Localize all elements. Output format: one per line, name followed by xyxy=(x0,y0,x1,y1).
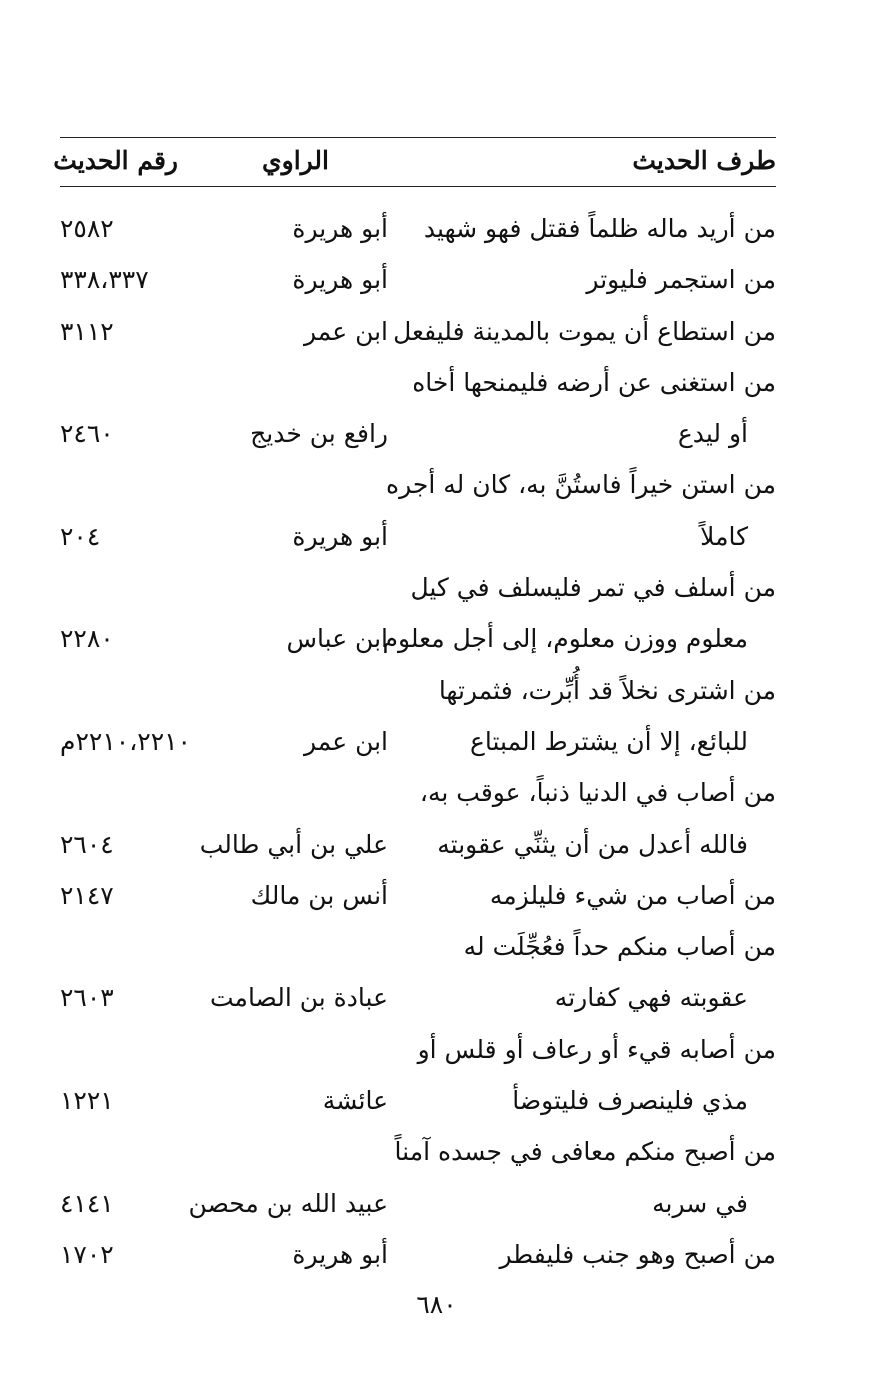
table-row xyxy=(60,665,776,716)
header-top-rule xyxy=(60,137,776,138)
hadith-text: من اشترى نخلاً قد أُبِّرت، فثمرتها xyxy=(438,675,776,705)
hadith-number: ٣٣٨،٣٣٧ xyxy=(60,265,149,295)
table-row xyxy=(60,819,776,870)
table-row xyxy=(60,203,776,254)
hadith-number: ١٧٠٢ xyxy=(60,1239,114,1269)
hadith-number: ٣١١٢ xyxy=(60,316,114,346)
hadith-number: ٢١٤٧ xyxy=(60,880,114,910)
table-row xyxy=(60,459,776,510)
hadith-text: من استن خيراً فاستُنَّ به، كان له أجره xyxy=(386,470,776,500)
hadith-number: ٢٦٠٤ xyxy=(60,829,114,859)
hadith-text: من استغنى عن أرضه فليمنحها أخاه xyxy=(412,367,776,397)
hadith-text: من أريد ماله ظلماً فقتل فهو شهيد xyxy=(423,214,776,243)
narrator: ابن عباس xyxy=(286,624,388,654)
hadith-text: مذي فلينصرف فليتوضأ xyxy=(512,1086,748,1116)
table-row xyxy=(60,357,776,408)
hadith-text: من أصاب من شيء فليلزمه xyxy=(489,880,776,910)
hadith-text: من استطاع أن يموت بالمدينة فليفعل xyxy=(393,316,776,346)
header-hadith-number: رقم الحديث xyxy=(53,146,178,175)
narrator: أبو هريرة xyxy=(292,1239,388,1269)
hadith-number: ٢٥٨٢ xyxy=(60,214,114,243)
hadith-text: من أصاب منكم حداً فعُجِّلَت له xyxy=(463,932,776,962)
narrator: أبو هريرة xyxy=(292,265,388,295)
hadith-number: ٢٠٤ xyxy=(60,521,101,551)
narrator: علي بن أبي طالب xyxy=(199,829,388,859)
page-number: ٦٨٠ xyxy=(416,1290,457,1319)
narrator: أبو هريرة xyxy=(292,214,388,243)
hadith-text: فالله أعدل من أن يثنِّي عقوبته xyxy=(437,829,748,859)
hadith-number: ٢٤٦٠ xyxy=(60,419,114,449)
hadith-text: من أسلف في تمر فليسلف في كيل xyxy=(410,573,776,603)
header-bottom-rule xyxy=(60,186,776,187)
hadith-text: معلوم ووزن معلوم، إلى أجل معلوم xyxy=(382,624,748,654)
hadith-text: في سربه xyxy=(652,1188,748,1218)
hadith-number: ٢٢٨٠ xyxy=(60,624,114,654)
narrator: عبادة بن الصامت xyxy=(210,983,388,1013)
header-hadith-text: طرف الحديث xyxy=(632,146,776,175)
hadith-text: من استجمر فليوتر xyxy=(586,265,776,295)
table-row xyxy=(60,716,776,767)
table-row xyxy=(60,306,776,357)
hadith-text: كاملاً xyxy=(700,521,748,551)
narrator: ابن عمر xyxy=(303,726,388,756)
narrator: عبيد الله بن محصن xyxy=(188,1188,388,1218)
hadith-text: من أصابه قيء أو رعاف أو قلس أو xyxy=(417,1034,776,1064)
table-row xyxy=(60,1178,776,1229)
table-header xyxy=(53,140,776,184)
table-row xyxy=(60,870,776,921)
table-row xyxy=(60,1024,776,1075)
hadith-number: ٢٦٠٣ xyxy=(60,983,114,1013)
narrator: أبو هريرة xyxy=(292,521,388,551)
table-row xyxy=(60,254,776,305)
hadith-text: من أصبح وهو جنب فليفطر xyxy=(499,1239,776,1269)
hadith-text: للبائع، إلا أن يشترط المبتاع xyxy=(469,726,748,756)
hadith-number: ٢٢١٠،٢٢١٠م xyxy=(60,726,191,756)
table-row xyxy=(60,511,776,562)
hadith-number: ١٢٢١ xyxy=(60,1086,114,1116)
narrator: رافع بن خديج xyxy=(250,419,388,449)
table-row xyxy=(60,613,776,664)
hadith-number: ٤١٤١ xyxy=(60,1188,114,1218)
narrator: عائشة xyxy=(322,1086,388,1116)
table-row xyxy=(60,562,776,613)
header-narrator: الراوي xyxy=(262,146,329,175)
table-row xyxy=(60,972,776,1023)
table-row xyxy=(60,1075,776,1126)
hadith-text: من أصبح منكم معافى في جسده آمناً xyxy=(394,1137,776,1167)
table-row xyxy=(60,921,776,972)
narrator: ابن عمر xyxy=(303,316,388,346)
table-row xyxy=(60,1229,776,1280)
narrator: أنس بن مالك xyxy=(250,880,388,910)
hadith-text: من أصاب في الدنيا ذنباً، عوقب به، xyxy=(419,778,776,808)
hadith-index-table xyxy=(60,203,776,1280)
hadith-text: عقوبته فهي كفارته xyxy=(554,983,748,1013)
table-row xyxy=(60,408,776,459)
hadith-text: أو ليدع xyxy=(677,419,748,449)
table-row xyxy=(60,767,776,818)
table-row xyxy=(60,1126,776,1177)
